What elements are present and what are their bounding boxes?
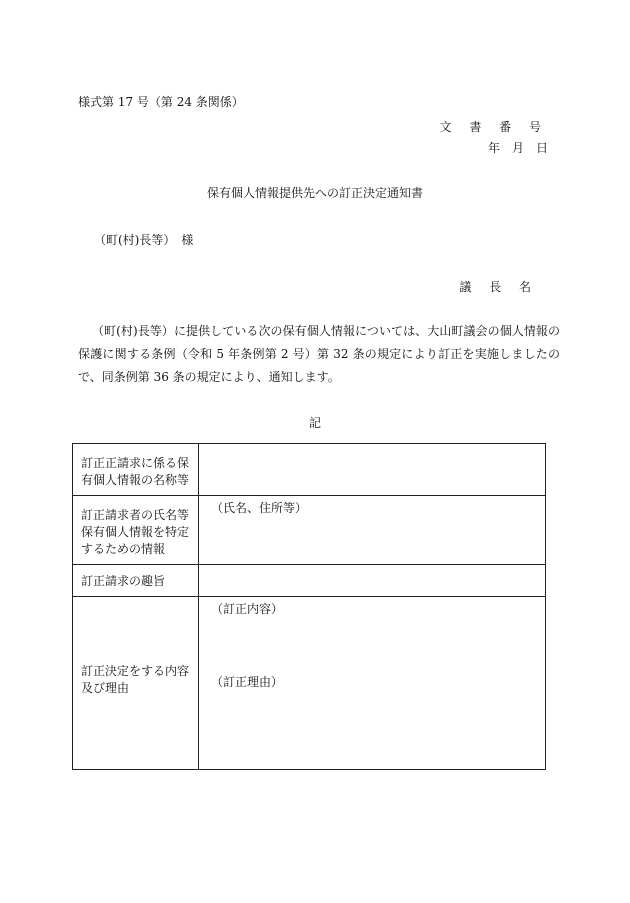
row-value — [199, 565, 546, 597]
sender-name: 議 長 名 — [459, 280, 538, 294]
document-number: 文 書 番 号 — [439, 120, 548, 134]
row-value — [199, 597, 546, 770]
form-number: 様式第 17 号（第 24 条関係） — [78, 95, 244, 109]
ki-heading: 記 — [308, 416, 321, 430]
table-row — [73, 444, 546, 496]
row-label: 訂正請求者の氏名等保有個人情報を特定するための情報 — [73, 496, 199, 565]
row-value — [199, 496, 546, 565]
date-line: 年 月 日 — [487, 141, 548, 155]
value-note: （訂正理由） — [211, 675, 284, 689]
document-title: 保有個人情報提供先への訂正決定通知書 — [206, 186, 423, 200]
row-label: 訂正正請求に係る保有個人情報の名称等 — [73, 444, 199, 496]
value-note: （訂正内容） — [211, 602, 284, 616]
row-label: 訂正決定をする内容及び理由 — [73, 597, 199, 770]
addressee: （町(村)長等） 様 — [94, 233, 194, 247]
detail-table — [72, 443, 546, 770]
table-row — [73, 496, 546, 565]
row-label: 訂正請求の趣旨 — [73, 565, 199, 597]
table-row — [73, 597, 546, 770]
row-value — [199, 444, 546, 496]
table-row — [73, 565, 546, 597]
body-paragraph: （町(村)長等）に提供している次の保有個人情報については、大山町議会の個人情報の保護に関する条例（令和 5 年条例第 2 号）第 32 条の規定により訂正を実施しましたので、同条例第 36 条の規定により、通知します。 — [78, 324, 560, 384]
value-note: （氏名、住所等） — [211, 501, 308, 515]
